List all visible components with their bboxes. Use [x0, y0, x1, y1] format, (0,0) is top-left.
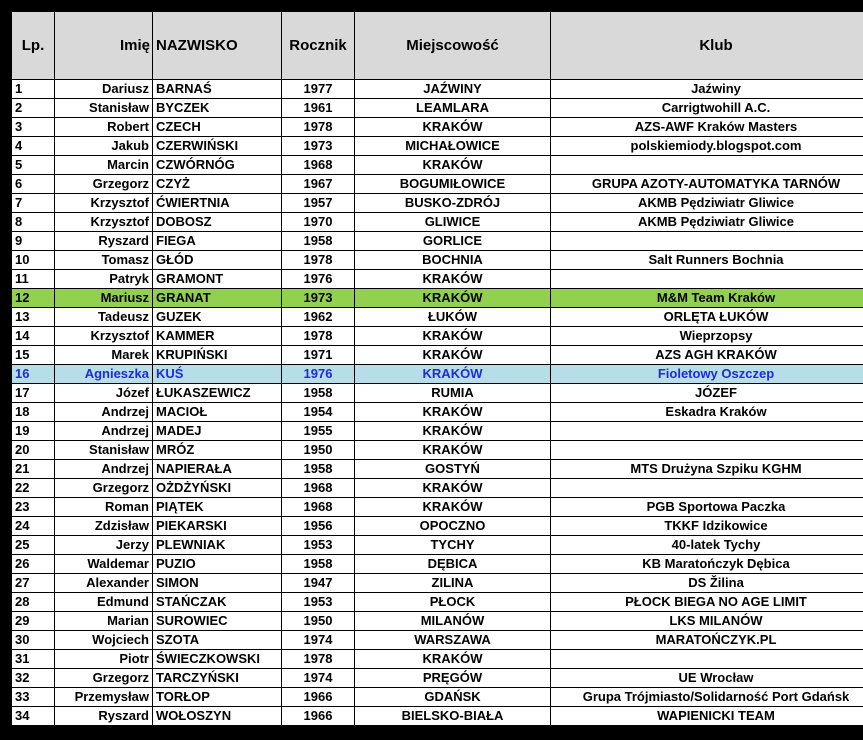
cell-nazwisko[interactable]: CZWÓRNÓG: [153, 156, 282, 175]
cell-nazwisko[interactable]: OŻDŻYŃSKI: [153, 479, 282, 498]
cell-miejscowosc[interactable]: KRAKÓW: [355, 327, 551, 346]
cell-lp[interactable]: 11: [12, 270, 55, 289]
cell-lp[interactable]: 24: [12, 517, 55, 536]
table-body: [12, 80, 863, 726]
table-row: [12, 99, 863, 118]
cell-nazwisko[interactable]: CZYŻ: [153, 175, 282, 194]
cell-lp[interactable]: 5: [12, 156, 55, 175]
table-row: [12, 346, 863, 365]
cell-rocznik[interactable]: 1968: [282, 156, 355, 175]
header-nazwisko[interactable]: NAZWISKO: [153, 12, 282, 80]
cell-klub[interactable]: ORLĘTA ŁUKÓW: [551, 308, 863, 327]
table-row: [12, 80, 863, 99]
spreadsheet: [11, 11, 849, 730]
cell-imie[interactable]: Józef: [55, 384, 153, 403]
cell-miejscowosc[interactable]: GOSTYŃ: [355, 460, 551, 479]
header-rocznik[interactable]: Rocznik: [282, 12, 355, 80]
cell-miejscowosc[interactable]: BIELSKO-BIAŁA: [355, 707, 551, 726]
cell-lp[interactable]: 22: [12, 479, 55, 498]
cell-klub[interactable]: [551, 650, 863, 669]
table-row: [12, 384, 863, 403]
cell-nazwisko[interactable]: CZERWIŃSKI: [153, 137, 282, 156]
cell-miejscowosc[interactable]: PŁOCK: [355, 593, 551, 612]
table-row: [12, 536, 863, 555]
cell-miejscowosc[interactable]: DĘBICA: [355, 555, 551, 574]
cell-miejscowosc[interactable]: JAŹWINY: [355, 80, 551, 99]
cell-lp[interactable]: 3: [12, 118, 55, 137]
cell-lp[interactable]: 8: [12, 213, 55, 232]
cell-rocznik[interactable]: 1977: [282, 80, 355, 99]
cell-imie[interactable]: Edmund: [55, 593, 153, 612]
cell-lp[interactable]: 6: [12, 175, 55, 194]
cell-klub[interactable]: GRUPA AZOTY-AUTOMATYKA TARNÓW: [551, 175, 863, 194]
cell-nazwisko[interactable]: SZOTA: [153, 631, 282, 650]
cell-klub[interactable]: 40-latek Tychy: [551, 536, 863, 555]
table-row: [12, 232, 863, 251]
table-row: [12, 270, 863, 289]
cell-rocznik[interactable]: 1973: [282, 289, 355, 308]
cell-nazwisko[interactable]: TORŁOP: [153, 688, 282, 707]
cell-nazwisko[interactable]: SIMON: [153, 574, 282, 593]
cell-imie[interactable]: Grzegorz: [55, 669, 153, 688]
cell-lp[interactable]: 9: [12, 232, 55, 251]
cell-nazwisko[interactable]: ŁUKASZEWICZ: [153, 384, 282, 403]
table-row: [12, 365, 863, 384]
cell-rocznik[interactable]: 1973: [282, 137, 355, 156]
cell-rocznik[interactable]: 1976: [282, 270, 355, 289]
cell-miejscowosc[interactable]: MICHAŁOWICE: [355, 137, 551, 156]
cell-nazwisko[interactable]: ĆWIERTNIA: [153, 194, 282, 213]
table-row: [12, 498, 863, 517]
cell-nazwisko[interactable]: ŚWIECZKOWSKI: [153, 650, 282, 669]
cell-imie[interactable]: Dariusz: [55, 80, 153, 99]
cell-lp[interactable]: 23: [12, 498, 55, 517]
cell-nazwisko[interactable]: MADEJ: [153, 422, 282, 441]
table-row: [12, 517, 863, 536]
cell-rocznik[interactable]: 1961: [282, 99, 355, 118]
cell-miejscowosc[interactable]: KRAKÓW: [355, 365, 551, 384]
cell-klub[interactable]: AZS AGH KRAKÓW: [551, 346, 863, 365]
cell-rocznik[interactable]: 1953: [282, 536, 355, 555]
table-row: [12, 327, 863, 346]
cell-nazwisko[interactable]: DOBOSZ: [153, 213, 282, 232]
cell-nazwisko[interactable]: TARCZYŃSKI: [153, 669, 282, 688]
cell-miejscowosc[interactable]: KRAKÓW: [355, 479, 551, 498]
cell-miejscowosc[interactable]: KRAKÓW: [355, 650, 551, 669]
cell-lp[interactable]: 16: [12, 365, 55, 384]
cell-nazwisko[interactable]: PUZIO: [153, 555, 282, 574]
cell-klub[interactable]: [551, 422, 863, 441]
table-row: [12, 460, 863, 479]
cell-klub[interactable]: [551, 156, 863, 175]
cell-klub[interactable]: AKMB Pędziwiatr Gliwice: [551, 194, 863, 213]
cell-lp[interactable]: 29: [12, 612, 55, 631]
cell-rocznik[interactable]: 1968: [282, 479, 355, 498]
cell-lp[interactable]: 26: [12, 555, 55, 574]
cell-klub[interactable]: Salt Runners Bochnia: [551, 251, 863, 270]
cell-rocznik[interactable]: 1956: [282, 517, 355, 536]
table-row: [12, 194, 863, 213]
cell-klub[interactable]: [551, 232, 863, 251]
table-row: [12, 308, 863, 327]
cell-klub[interactable]: AKMB Pędziwiatr Gliwice: [551, 213, 863, 232]
cell-klub[interactable]: [551, 479, 863, 498]
table-row: [12, 707, 863, 726]
cell-lp[interactable]: 28: [12, 593, 55, 612]
cell-rocznik[interactable]: 1957: [282, 194, 355, 213]
table-row: [12, 650, 863, 669]
cell-miejscowosc[interactable]: KRAKÓW: [355, 346, 551, 365]
cell-miejscowosc[interactable]: ŁUKÓW: [355, 308, 551, 327]
cell-rocznik[interactable]: 1967: [282, 175, 355, 194]
cell-rocznik[interactable]: 1976: [282, 365, 355, 384]
cell-klub[interactable]: PGB Sportowa Paczka: [551, 498, 863, 517]
cell-lp[interactable]: 31: [12, 650, 55, 669]
cell-nazwisko[interactable]: GRANAT: [153, 289, 282, 308]
cell-miejscowosc[interactable]: GLIWICE: [355, 213, 551, 232]
cell-klub[interactable]: JÓZEF: [551, 384, 863, 403]
cell-miejscowosc[interactable]: GORLICE: [355, 232, 551, 251]
cell-imie[interactable]: Tadeusz: [55, 308, 153, 327]
cell-imie[interactable]: Zdzisław: [55, 517, 153, 536]
cell-klub[interactable]: Carrigtwohill A.C.: [551, 99, 863, 118]
cell-imie[interactable]: Marcin: [55, 156, 153, 175]
header-lp[interactable]: Lp.: [12, 12, 55, 80]
cell-miejscowosc[interactable]: KRAKÓW: [355, 270, 551, 289]
cell-lp[interactable]: 30: [12, 631, 55, 650]
cell-klub[interactable]: [551, 270, 863, 289]
cell-nazwisko[interactable]: STAŃCZAK: [153, 593, 282, 612]
cell-rocznik[interactable]: 1968: [282, 498, 355, 517]
table-row: [12, 422, 863, 441]
cell-nazwisko[interactable]: SUROWIEC: [153, 612, 282, 631]
cell-miejscowosc[interactable]: RUMIA: [355, 384, 551, 403]
cell-imie[interactable]: Przemysław: [55, 688, 153, 707]
table-row: [12, 479, 863, 498]
cell-miejscowosc[interactable]: PRĘGÓW: [355, 669, 551, 688]
cell-lp[interactable]: 1: [12, 80, 55, 99]
cell-nazwisko[interactable]: GUZEK: [153, 308, 282, 327]
header-klub[interactable]: Klub: [551, 12, 863, 80]
cell-rocznik[interactable]: 1958: [282, 232, 355, 251]
cell-klub[interactable]: Grupa Trójmiasto/Solidarność Port Gdańsk: [551, 688, 863, 707]
cell-nazwisko[interactable]: NAPIERAŁA: [153, 460, 282, 479]
cell-klub[interactable]: UE Wrocław: [551, 669, 863, 688]
table-row: [12, 631, 863, 650]
cell-nazwisko[interactable]: KRUPIŃSKI: [153, 346, 282, 365]
table-row: [12, 289, 863, 308]
cell-klub[interactable]: Wieprzopsy: [551, 327, 863, 346]
cell-lp[interactable]: 10: [12, 251, 55, 270]
cell-miejscowosc[interactable]: KRAKÓW: [355, 403, 551, 422]
cell-nazwisko[interactable]: KAMMER: [153, 327, 282, 346]
cell-miejscowosc[interactable]: WARSZAWA: [355, 631, 551, 650]
cell-lp[interactable]: 4: [12, 137, 55, 156]
cell-imie[interactable]: Jakub: [55, 137, 153, 156]
cell-rocznik[interactable]: 1970: [282, 213, 355, 232]
cell-lp[interactable]: 7: [12, 194, 55, 213]
cell-imie[interactable]: Ryszard: [55, 232, 153, 251]
cell-klub[interactable]: [551, 441, 863, 460]
cell-lp[interactable]: 18: [12, 403, 55, 422]
cell-miejscowosc[interactable]: GDAŃSK: [355, 688, 551, 707]
cell-rocznik[interactable]: 1954: [282, 403, 355, 422]
cell-imie[interactable]: Krzysztof: [55, 213, 153, 232]
table-row: [12, 175, 863, 194]
header-imie[interactable]: Imię: [55, 12, 153, 80]
cell-rocznik[interactable]: 1950: [282, 441, 355, 460]
cell-rocznik[interactable]: 1953: [282, 593, 355, 612]
cell-klub[interactable]: polskiemiody.blogspot.com: [551, 137, 863, 156]
cell-imie[interactable]: Marek: [55, 346, 153, 365]
cell-nazwisko[interactable]: PLEWNIAK: [153, 536, 282, 555]
table-row: [12, 574, 863, 593]
cell-imie[interactable]: Grzegorz: [55, 175, 153, 194]
cell-rocznik[interactable]: 1966: [282, 707, 355, 726]
cell-nazwisko[interactable]: PIEKARSKI: [153, 517, 282, 536]
cell-miejscowosc[interactable]: KRAKÓW: [355, 156, 551, 175]
cell-miejscowosc[interactable]: MILANÓW: [355, 612, 551, 631]
table-row: [12, 441, 863, 460]
table-row: [12, 251, 863, 270]
cell-miejscowosc[interactable]: KRAKÓW: [355, 441, 551, 460]
cell-nazwisko[interactable]: GŁÓD: [153, 251, 282, 270]
cell-imie[interactable]: Roman: [55, 498, 153, 517]
cell-rocznik[interactable]: 1978: [282, 650, 355, 669]
cell-rocznik[interactable]: 1947: [282, 574, 355, 593]
cell-rocznik[interactable]: 1974: [282, 669, 355, 688]
cell-imie[interactable]: Andrzej: [55, 460, 153, 479]
table-row: [12, 669, 863, 688]
cell-rocznik[interactable]: 1950: [282, 612, 355, 631]
cell-imie[interactable]: Krzysztof: [55, 194, 153, 213]
cell-rocznik[interactable]: 1955: [282, 422, 355, 441]
cell-rocznik[interactable]: 1966: [282, 688, 355, 707]
cell-imie[interactable]: Krzysztof: [55, 327, 153, 346]
cell-nazwisko[interactable]: GRAMONT: [153, 270, 282, 289]
cell-miejscowosc[interactable]: KRAKÓW: [355, 118, 551, 137]
cell-miejscowosc[interactable]: LEAMLARA: [355, 99, 551, 118]
cell-lp[interactable]: 20: [12, 441, 55, 460]
cell-lp[interactable]: 27: [12, 574, 55, 593]
cell-imie[interactable]: Mariusz: [55, 289, 153, 308]
cell-lp[interactable]: 21: [12, 460, 55, 479]
table-row: [12, 555, 863, 574]
cell-nazwisko[interactable]: FIEGA: [153, 232, 282, 251]
table-row: [12, 403, 863, 422]
cell-imie[interactable]: Ryszard: [55, 707, 153, 726]
cell-miejscowosc[interactable]: BOCHNIA: [355, 251, 551, 270]
cell-imie[interactable]: Alexander: [55, 574, 153, 593]
cell-lp[interactable]: 15: [12, 346, 55, 365]
cell-lp[interactable]: 14: [12, 327, 55, 346]
header-row: [12, 12, 863, 80]
cell-rocznik[interactable]: 1958: [282, 384, 355, 403]
cell-imie[interactable]: Stanisław: [55, 99, 153, 118]
cell-klub[interactable]: Fioletowy Oszczep: [551, 365, 863, 384]
cell-miejscowosc[interactable]: BUSKO-ZDRÓJ: [355, 194, 551, 213]
cell-klub[interactable]: TKKF Idzikowice: [551, 517, 863, 536]
cell-nazwisko[interactable]: MRÓZ: [153, 441, 282, 460]
cell-imie[interactable]: Agnieszka: [55, 365, 153, 384]
cell-rocznik[interactable]: 1971: [282, 346, 355, 365]
cell-nazwisko[interactable]: BARNAŚ: [153, 80, 282, 99]
cell-klub[interactable]: MARATOŃCZYK.PL: [551, 631, 863, 650]
cell-miejscowosc[interactable]: TYCHY: [355, 536, 551, 555]
cell-imie[interactable]: Robert: [55, 118, 153, 137]
cell-imie[interactable]: Tomasz: [55, 251, 153, 270]
cell-miejscowosc[interactable]: BOGUMIŁOWICE: [355, 175, 551, 194]
cell-miejscowosc[interactable]: OPOCZNO: [355, 517, 551, 536]
cell-rocznik[interactable]: 1958: [282, 460, 355, 479]
cell-klub[interactable]: MTS Drużyna Szpiku KGHM: [551, 460, 863, 479]
cell-klub[interactable]: M&M Team Kraków: [551, 289, 863, 308]
cell-rocznik[interactable]: 1962: [282, 308, 355, 327]
cell-klub[interactable]: DS Žilina: [551, 574, 863, 593]
cell-nazwisko[interactable]: BYCZEK: [153, 99, 282, 118]
cell-rocznik[interactable]: 1978: [282, 327, 355, 346]
participants-table: [11, 11, 863, 726]
table-row: [12, 688, 863, 707]
cell-rocznik[interactable]: 1974: [282, 631, 355, 650]
cell-nazwisko[interactable]: KUŚ: [153, 365, 282, 384]
cell-miejscowosc[interactable]: ZILINA: [355, 574, 551, 593]
cell-lp[interactable]: 25: [12, 536, 55, 555]
cell-imie[interactable]: Stanisław: [55, 441, 153, 460]
cell-nazwisko[interactable]: PIĄTEK: [153, 498, 282, 517]
cell-miejscowosc[interactable]: KRAKÓW: [355, 422, 551, 441]
cell-klub[interactable]: KB Maratończyk Dębica: [551, 555, 863, 574]
cell-imie[interactable]: Piotr: [55, 650, 153, 669]
cell-lp[interactable]: 17: [12, 384, 55, 403]
cell-nazwisko[interactable]: CZECH: [153, 118, 282, 137]
cell-klub[interactable]: PŁOCK BIEGA NO AGE LIMIT: [551, 593, 863, 612]
cell-imie[interactable]: Patryk: [55, 270, 153, 289]
table-row: [12, 118, 863, 137]
cell-lp[interactable]: 13: [12, 308, 55, 327]
cell-imie[interactable]: Marian: [55, 612, 153, 631]
cell-rocznik[interactable]: 1978: [282, 251, 355, 270]
cell-lp[interactable]: 34: [12, 707, 55, 726]
cell-imie[interactable]: Grzegorz: [55, 479, 153, 498]
cell-klub[interactable]: Eskadra Kraków: [551, 403, 863, 422]
cell-imie[interactable]: Wojciech: [55, 631, 153, 650]
cell-lp[interactable]: 2: [12, 99, 55, 118]
cell-lp[interactable]: 33: [12, 688, 55, 707]
cell-imie[interactable]: Waldemar: [55, 555, 153, 574]
cell-lp[interactable]: 12: [12, 289, 55, 308]
table-row: [12, 213, 863, 232]
cell-imie[interactable]: Jerzy: [55, 536, 153, 555]
cell-imie[interactable]: Andrzej: [55, 403, 153, 422]
header-miejscowosc[interactable]: Miejscowość: [355, 12, 551, 80]
cell-rocznik[interactable]: 1978: [282, 118, 355, 137]
cell-lp[interactable]: 32: [12, 669, 55, 688]
table-row: [12, 612, 863, 631]
cell-klub[interactable]: LKS MILANÓW: [551, 612, 863, 631]
cell-miejscowosc[interactable]: KRAKÓW: [355, 498, 551, 517]
table-row: [12, 137, 863, 156]
cell-nazwisko[interactable]: MACIOŁ: [153, 403, 282, 422]
cell-nazwisko[interactable]: WOŁOSZYN: [153, 707, 282, 726]
cell-lp[interactable]: 19: [12, 422, 55, 441]
cell-klub[interactable]: AZS-AWF Kraków Masters: [551, 118, 863, 137]
cell-imie[interactable]: Andrzej: [55, 422, 153, 441]
table-row: [12, 156, 863, 175]
cell-rocznik[interactable]: 1958: [282, 555, 355, 574]
cell-miejscowosc[interactable]: KRAKÓW: [355, 289, 551, 308]
cell-klub[interactable]: Jaźwiny: [551, 80, 863, 99]
cell-klub[interactable]: WAPIENICKI TEAM: [551, 707, 863, 726]
table-row: [12, 593, 863, 612]
